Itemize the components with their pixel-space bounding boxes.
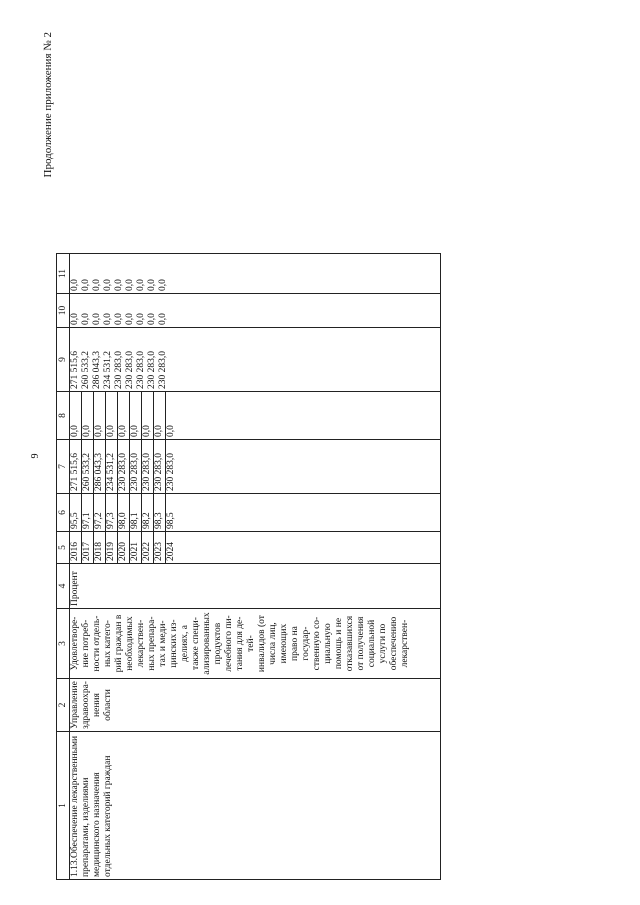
page-number: 9 xyxy=(30,453,41,459)
col-header-10: 10 xyxy=(57,294,70,328)
indicator-cell: Удовлетворе- ние потреб- ности отдель- ных катего- рий граждан в необходимых лекарствен- ных препара- тах и меди- цинских из- делиях, а также специ- ализированных продуктов лечебного пи- тания для де- тей- инвалидов (от числа лиц, имеющих право на государ- ственную со- циальную помощь и не отказавшихся от получения социальной услуги по обеспечению лекарствен- xyxy=(70,609,441,679)
col7-cell: 271 515,6 260 533,2 286 043,3 234 531,2 230 283,0 230 283,0 230 283,0 230 283,0 230 283,0 xyxy=(70,440,441,494)
program-table xyxy=(56,253,441,880)
document-sheet xyxy=(30,32,616,880)
continuation-label: Продолжение приложения № 2 xyxy=(42,32,54,178)
header-row xyxy=(57,254,70,880)
col-header-7: 7 xyxy=(57,440,70,494)
col-header-8: 8 xyxy=(57,392,70,440)
col-header-2: 2 xyxy=(57,679,70,732)
col11-cell: 0,0 0,0 0,0 0,0 0,0 0,0 0,0 0,0 0,0 xyxy=(70,254,441,294)
department-cell: Управление здравоохра- нения области xyxy=(70,679,441,732)
col-header-5: 5 xyxy=(57,532,70,564)
table-row xyxy=(70,254,441,880)
col-header-3: 3 xyxy=(57,609,70,679)
col-header-4: 4 xyxy=(57,564,70,609)
col-header-9: 9 xyxy=(57,328,70,392)
col9-cell: 271 515,6 260 533,2 286 043,3 234 531,2 230 283,0 230 283,0 230 283,0 230 283,0 230 283,0 xyxy=(70,328,441,392)
years-cell: 2016 2017 2018 2019 2020 2021 2022 2023 2024 xyxy=(70,532,441,564)
col6-cell: 95,5 97,1 97,2 97,3 98,0 98,1 98,2 98,3 98,5 xyxy=(70,494,441,532)
measure-cell: 1.13.Обеспечение лекарственными препаратами, изделиями медицинского назначения отдельных категорий граждан xyxy=(70,732,441,880)
col-header-1: 1 xyxy=(57,732,70,880)
col-header-6: 6 xyxy=(57,494,70,532)
col10-cell: 0,0 0,0 0,0 0,0 0,0 0,0 0,0 0,0 0,0 xyxy=(70,294,441,328)
unit-cell: Процент xyxy=(70,564,441,609)
col8-cell: 0,0 0,0 0,0 0,0 0,0 0,0 0,0 0,0 0,0 xyxy=(70,392,441,440)
col-header-11: 11 xyxy=(57,254,70,294)
